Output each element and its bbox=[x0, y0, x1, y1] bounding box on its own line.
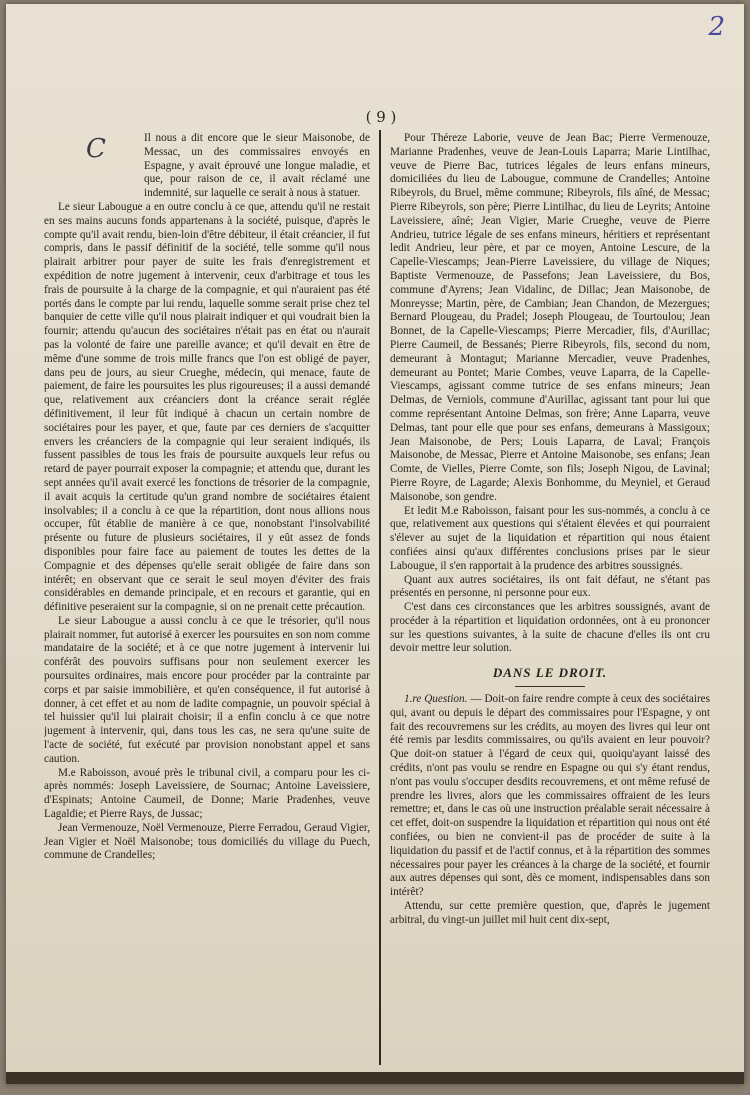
section-heading: DANS LE DROIT. bbox=[492, 665, 608, 681]
right-column bbox=[390, 132, 710, 1062]
document-page bbox=[6, 4, 744, 1084]
paragraph: Jean Vermenouze, Noël Vermenouze, Pierre Ferradou, Geraud Vigier, Jean Vigier et Noël Maisonobe; tous domiciliés du village du Puech, commune de Crandelles; bbox=[44, 821, 370, 862]
scan-edge bbox=[6, 1072, 744, 1084]
paragraph: M.e Raboisson, avoué près le tribunal civil, a comparu pour les ci-après nommés: Joseph Laveissiere, de Sournac; Antoine Laveissiere, d'Espinats; Antoine Caumeil, de Donne; Marie Pradenhes, veuve Lagaldie; et Pierre Rays, de Jussac; bbox=[44, 766, 370, 821]
paragraph: Et ledit M.e Raboisson, faisant pour les sus-nommés, a conclu à ce que, relativement aux questions qui s'étaient élevées et qui pourraient s'élever au sujet de la liquidation et répartition qui nous étaient confiées ainsi qu'aux différentes conclusions prises par le sieur Labougue, il s'en rapportait à la prudence des arbitres soussignés. bbox=[390, 504, 710, 572]
paragraph: C'est dans ces circonstances que les arbitres soussignés, avant de procéder à la répartition et liquidation ordonnées, ont à eu prononcer sur les questions suivantes, à la suite de chacune d'elles ils ont cru devoir mettre leur solution. bbox=[390, 601, 710, 655]
folio-number: 2 bbox=[708, 12, 726, 42]
question-label: 1.re Question. bbox=[404, 693, 468, 706]
paragraph: Le sieur Labougue a aussi conclu à ce que le trésorier, qu'il nous plairait nommer, fut autorisé à exercer les poursuites en son nom comme mandataire de la société; et à ce que notre jugement à intervenir lui conférât des pouvoirs suffisans pour non seulement exercer les poursuites ordinaires, mais encore pour procéder par la contrainte par corps et par saisie immobilière, et qu'en conséquence, il fut autorisé à donner, à cet effet et au nom de ladite compagnie, un pouvoir spécial à tel huissier qu'il lui plairait choisir; il a enfin conclu à ce que notre jugement à intervenir, qui, dans tous les cas, ne sera qu'une suite de l'acte de société, fut exécuté par provision nonobstant appel et sans caution. bbox=[44, 614, 370, 765]
heading-rule bbox=[515, 686, 585, 687]
paragraph: Quant aux autres sociétaires, ils ont fait défaut, ne s'étant pas présentés en personne, ni personne pour eux. bbox=[390, 573, 710, 600]
paragraph: Il nous a dit encore que le sieur Maisonobe, de Messac, un des commissaires envoyés en Espagne, y avait éprouvé une longue maladie, et que, pour raison de ce, il avait réclamé une indemnité, sur laquelle ce serait à nous à statuer. bbox=[144, 132, 370, 200]
paragraph: Pour Théreze Laborie, veuve de Jean Bac; Pierre Vermenouze, Marianne Pradenhes, veuve de Jean-Louis Laparra; Marie Lintilhac, veuve de Pierre Bac, tutrices légales de leurs enfans mineurs, domiciliées du lieu de Labougue, commune de Crandelles; Antoine Ribeyrols, du Bruel, même commune; Ribeyrols, fils aîné, de Messac; Pierre Ribeyrols, son père; Pierre Lintilhac, du lieu de Leyrits; Antoine Laveissiere, aîné; Jean Vigier, Marie Crueghe, veuve de Pierre Andrieu, tutrice légale de ses enfans mineurs, héritiers et représentant ledit Andrieu, leur père, et par ce moyen, Antoine Lescure, de la Capelle-Viescamps; Jean-Pierre Laveissiere, du village de Niques; Baptiste Vermenouze, de Passefons; Jean Laveissiere, du Bos, commune d'Ayrens; Jean Vidalinc, de Dillac; Jean Maisonobe, de Monreysse; Martin, père, de Cambian; Jean Chandon, de Mezergues; Bernard Plougeau, du Pradel; Joseph Plougeau, de Tourtoulou; Jean Bonnet, de la Capelle-Viescamps; Pierre Mercadier, fils, d'Aurillac; Pierre Caumeil, de Bessanés; Pierre Ribeyrols, fils, second du nom, demeurant à Montagut; Marianne Mercadier, veuve Pradenhes, demeurant au Pontet; Marie Combes, veuve Laparra, de la Capelle-Viescamps, agissant comme tutrice de ses enfans mineurs; Jean Delmas, de Verniols, commune d'Aurillac, agissant tant pour lui que comme représentant Antoine Delmas, son frère; Anne Laparra, veuve Delmas, tant pour elle que pour ses enfans, demeurans à Massigoux; Jean Maisonobe, de Pers; Louis Laparra, de Laval; François Maisonobe, de Messac, Pierre et Antoine Maisonobe, ses enfans; Jean Comte, de Vielles, Pierre Comte, son fils; Joseph Nigou, de Lavinal; Pierre Royre, de Lagarde; Alexis Bonhomme, du Meyniel, et Geraud Maisonobe, son gendre. bbox=[390, 132, 710, 503]
question-paragraph bbox=[390, 693, 710, 900]
question-text: — Doit-on faire rendre compte à ceux des sociétaires qui, avant ou depuis le départ des commissaires pour l'Espagne, y ont fait des recouvremens sur les crédits, au moyen des livres qui leur ont été remis par lesdits commissaires, ou qu'ils avaient en leur pouvoir? Que doit-on statuer à l'égard de ceux qui, quoiqu'ayant laissé des crédits, n'ont pas voulu se rendre en Espagne ou qui s'y étant rendus, n'ont pas voulu s'occuper desdits recouvremens, et ont même refusé de prendre les livres, alors que les commissaires offraient de les leurs remettre; et, dans le cas où une instruction préalable serait nécessaire à cet effet, doit-on suspendre la liquidation et répartition qui nous ont été confiées, ou bien ne convient-il pas de procéder de suite à la liquidation du passif et de l'actif connus, et à la répartition des sommes nécessaires pour payer les créances à la charge de la société, et fournir aux autres dépenses qui sont, dès ce moment, indispensables dans son intérêt? bbox=[390, 693, 710, 899]
page-number: ( 9 ) bbox=[365, 108, 397, 126]
paragraph: Le sieur Labougue a en outre conclu à ce que, attendu qu'il ne restait en ses mains aucuns fonds appartenans à la société, puisque, d'après le compte qu'il avait rendu, bien-loin d'être débiteur, il était créancier, il fut compris, dans le passif définitif de la société, telle somme qu'il nous plairait arbitrer pour payer de suite les frais d'enregistrement et expédition de notre jugement à intervenir, ceux d'arbitrage et tous les frais de poursuite à la charge de la compagnie, et qui n'auraient pas été portés dans le compte par lui rendu, laquelle somme serait prise chez tel banquier de cette ville qu'il nous plairait indiquer et qui voudrait bien la fournir; attendu qu'aucun des sociétaires n'était pas en état ou n'aurait pas la volonté de faire une pareille avance; et qu'il devait en être de même d'une somme de trois mille francs que l'on est obligé de payer, dans peu de jours, au sieur Crueghe, médecin, qui menace, faute de paiement, de faire les poursuites les plus rigoureuses; il a aussi demandé que, relativement aux créanciers dont la créance serait réglée définitivement, il leur fût indiqué à chacun un certain nombre de sociétaires pour les payer, et que, faute par ces derniers de s'acquitter envers les créanciers de la compagnie qui leur seraient indiqués, ils fussent passibles de tous les frais de poursuite auxquels leur refus ou retard de payer pourrait exposer la compagnie; et attendu que, durant les sept années qu'il avait exercé les fonctions de trésorier de la compagnie, il avait acquis la certitude qu'un grand nombre de sociétaires étaient insolvables; il a conclu à ce que la répartition, dont nous allions nous occuper, fût établie de manière à ce que, nonobstant l'insolvabilité présente ou future de plusieurs sociétaires, il y eût assez de fonds disponibles pour faire face au paiement de toutes les dettes de la Compagnie et des dépenses qu'elle serait obligée de faire dans son intérêt; en observant que ce serait le seul moyen d'éviter des frais considérables en demande principale, et en recours et garantie, qui en définitive peseraient sur la compagnie, si on ne prenait cette précaution. bbox=[44, 200, 370, 614]
left-column bbox=[44, 132, 370, 1062]
column-divider bbox=[379, 130, 381, 1065]
margin-mark: C bbox=[86, 134, 106, 164]
paragraph: Attendu, sur cette première question, que, d'après le jugement arbitral, du vingt-un juillet mil huit cent dix-sept, bbox=[390, 900, 710, 926]
